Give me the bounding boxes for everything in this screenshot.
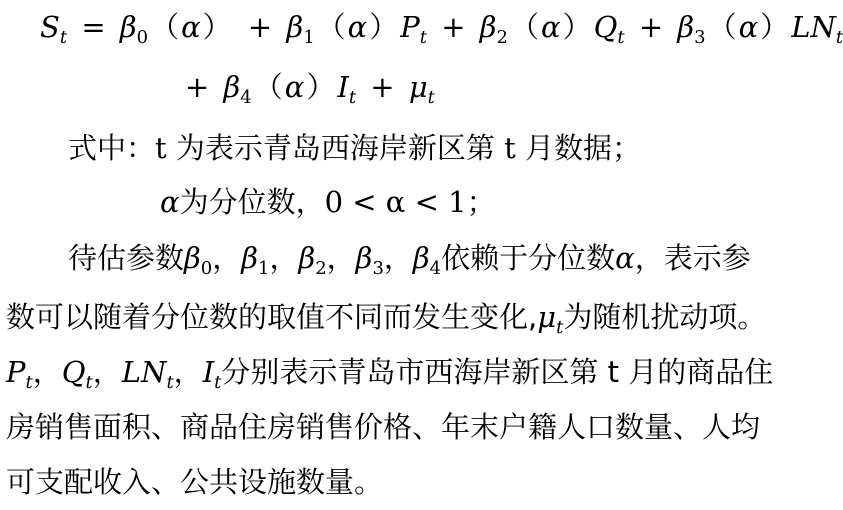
eq-beta0: β xyxy=(119,10,137,44)
params-alpha: α xyxy=(615,241,635,275)
params-comma-2: ， xyxy=(269,241,299,275)
where-t2: t xyxy=(504,131,516,165)
variables-text: 分别表示青岛市西海岸新区第 t 月的商品住 xyxy=(221,355,774,389)
var-LN-sub: t xyxy=(166,371,174,393)
eq2-beta4-sub: 4 xyxy=(240,86,252,108)
params-beta0: β xyxy=(184,241,201,275)
eq2-beta4: β xyxy=(223,70,241,104)
where-line xyxy=(68,121,828,176)
var-LN: LN xyxy=(121,355,167,389)
alpha-range: 0 < α < 1 xyxy=(324,185,467,219)
eq-LN-sub: t xyxy=(835,26,843,48)
params-beta4-sub: 4 xyxy=(429,257,442,279)
equation-line-1 xyxy=(40,0,843,55)
params-depends: 依赖于分位数 xyxy=(441,241,616,275)
params-comma-1: ， xyxy=(212,241,242,275)
params-beta0-sub: 0 xyxy=(200,257,213,279)
params-prefix: 待估参数 xyxy=(68,241,185,275)
eq-beta1: β xyxy=(286,10,304,44)
eq-plus-3: + xyxy=(638,10,664,44)
eq-plus-1: + xyxy=(247,10,273,44)
eq-alpha-4: α xyxy=(738,10,759,44)
definitions-text: 房销售面积、商品住房销售价格、年末户籍人口数量、人均 xyxy=(6,410,761,444)
params-line xyxy=(68,231,836,286)
eq2-I-sub: t xyxy=(348,86,357,108)
alpha-definition-line xyxy=(160,175,820,230)
var-Q-sub: t xyxy=(85,371,93,393)
var-comma-2: ， xyxy=(92,355,122,389)
var-Q: Q xyxy=(61,355,86,389)
eq-equals: = xyxy=(81,10,106,44)
eq-beta0-sub: 0 xyxy=(136,26,149,48)
eq-lparen-3: （ xyxy=(509,10,539,44)
params-beta3-sub: 3 xyxy=(372,257,384,279)
alpha-def-symbol: α xyxy=(160,185,180,219)
eq-lhs-sub: t xyxy=(59,26,68,48)
eq-lparen-4: （ xyxy=(707,10,737,44)
alpha-def-text: 为分位数， xyxy=(179,185,325,219)
variation-end: 为随机扰动项。 xyxy=(563,300,767,334)
params-beta1-sub: 1 xyxy=(258,257,270,279)
definitions-line xyxy=(6,400,836,455)
params-beta1: β xyxy=(241,241,258,275)
variables-line xyxy=(6,345,836,400)
equation-line-2 xyxy=(180,60,800,115)
eq-Q: Q xyxy=(593,10,618,44)
var-comma-1: ， xyxy=(32,355,62,389)
eq-plus-2: + xyxy=(441,10,466,44)
var-comma-3: ， xyxy=(173,355,203,389)
variation-line xyxy=(6,290,836,345)
params-beta2: β xyxy=(298,241,316,275)
where-end: 月数据； xyxy=(525,131,642,165)
var-P: P xyxy=(6,355,26,389)
where-prefix: 式中： xyxy=(68,131,156,165)
eq2-I: I xyxy=(337,70,349,104)
eq-rparen-4: ） xyxy=(760,10,790,44)
where-t: t xyxy=(155,131,167,165)
eq-lparen-1: （ xyxy=(150,10,180,44)
variation-text: 数可以随着分位数的取值不同而发生变化, xyxy=(6,300,538,334)
eq-beta1-sub: 1 xyxy=(303,26,315,48)
var-I: I xyxy=(202,355,215,389)
eq-rparen-2: ） xyxy=(369,10,399,44)
var-P-sub: t xyxy=(25,371,33,393)
eq-rparen-3: ） xyxy=(562,10,592,44)
eq2-rparen: ） xyxy=(306,70,336,104)
eq-beta2-sub: 2 xyxy=(496,26,508,48)
eq2-alpha: α xyxy=(284,70,305,104)
where-rest: 为表示青岛西海岸新区第 xyxy=(175,131,495,165)
definitions-end-line xyxy=(6,455,836,510)
eq-P-sub: t xyxy=(419,26,428,48)
params-tail: ，表示参 xyxy=(634,241,751,275)
eq2-plus-1: + xyxy=(185,70,210,104)
params-beta4: β xyxy=(412,241,430,275)
variation-mu-sub: t xyxy=(556,316,564,338)
eq2-plus-2: + xyxy=(370,70,395,104)
var-I-sub: t xyxy=(214,371,222,393)
eq-beta3: β xyxy=(677,10,695,44)
eq-alpha-1: α xyxy=(181,10,201,44)
eq-rparen-1: ） xyxy=(202,10,232,44)
eq-P: P xyxy=(400,10,420,44)
params-beta3: β xyxy=(355,241,373,275)
eq-LN: LN xyxy=(791,10,836,44)
eq2-lparen: （ xyxy=(253,70,283,104)
eq2-mu-sub: t xyxy=(427,86,435,108)
eq-alpha-3: α xyxy=(540,10,561,44)
eq2-mu: μ xyxy=(408,70,428,104)
params-beta2-sub: 2 xyxy=(315,257,327,279)
eq-Q-sub: t xyxy=(617,26,625,48)
eq-alpha-2: α xyxy=(347,10,368,44)
eq-beta2: β xyxy=(479,10,497,44)
alpha-semicolon: ； xyxy=(466,185,496,219)
params-comma-3: ， xyxy=(326,241,356,275)
eq-lparen-2: （ xyxy=(316,10,346,44)
eq-beta3-sub: 3 xyxy=(694,26,706,48)
variation-mu: μ xyxy=(537,300,557,334)
definitions-end-text: 可支配收入、公共设施数量。 xyxy=(6,465,384,499)
eq-lhs: S xyxy=(40,10,60,44)
params-comma-4: ， xyxy=(383,241,413,275)
